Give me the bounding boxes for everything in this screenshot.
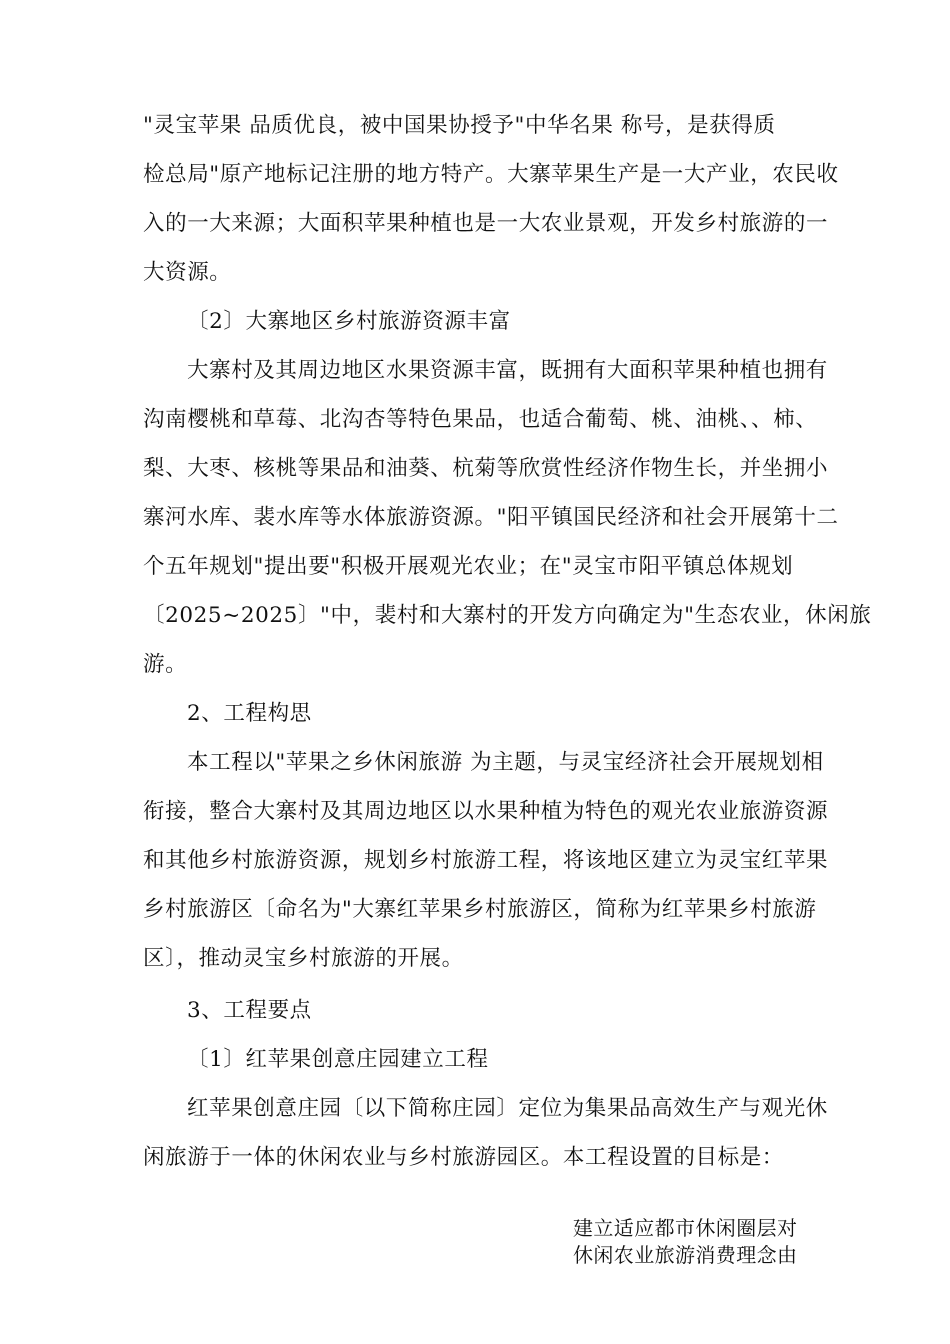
paragraph-line: 检总局"原产地标记注册的地方特产。大寨苹果生产是一大产业，农民收 — [143, 162, 839, 187]
paragraph-line: 红苹果创意庄园〔以下简称庄园〕定位为集果品高效生产与观光休 — [187, 1096, 828, 1121]
section-heading: 2、工程构思 — [187, 701, 312, 726]
paragraph-line: 游。 — [143, 652, 188, 677]
section-heading: 3、工程要点 — [187, 998, 312, 1023]
paragraph-line: 闲旅游于一体的休闲农业与乡村旅游园区。本工程设置的目标是： — [143, 1145, 784, 1170]
paragraph-line: 本工程以"苹果之乡休闲旅游 为主题，与灵宝经济社会开展规划相 — [187, 750, 824, 775]
paragraph-line: 入的一大来源；大面积苹果种植也是一大农业景观，开发乡村旅游的一 — [143, 211, 829, 236]
paragraph-line: 区〕，推动灵宝乡村旅游的开展。 — [143, 946, 464, 971]
section-heading: 〔2〕大寨地区乡村旅游资源丰富 — [187, 309, 511, 334]
paragraph-line: 乡村旅游区〔命名为"大寨红苹果乡村旅游区，简称为红苹果乡村旅游 — [143, 897, 817, 922]
paragraph-line: 大资源。 — [143, 260, 232, 285]
paragraph-line: "灵宝苹果 品质优良，被中国果协授予"中华名果 称号，是获得质 — [143, 113, 776, 138]
paragraph-line: 梨、大枣、核桃等果品和油葵、杭菊等欣赏性经济作物生长，并坐拥小 — [143, 456, 829, 481]
paragraph-line: 建立适应都市休闲圈层对 — [573, 1216, 798, 1240]
paragraph-line: 大寨村及其周边地区水果资源丰富，既拥有大面积苹果种植也拥有 — [187, 358, 828, 383]
paragraph-line: 休闲农业旅游消费理念由 — [573, 1243, 798, 1267]
paragraph-line: 和其他乡村旅游资源，规划乡村旅游工程，将该地区建立为灵宝红苹果 — [143, 848, 829, 873]
paragraph-line: 个五年规划"提出要"积极开展观光农业；在"灵宝市阳平镇总体规划 — [143, 554, 794, 579]
paragraph-line: 沟南樱桃和草莓、北沟杏等特色果品，也适合葡萄、桃、油桃、、柿、 — [143, 407, 818, 432]
paragraph-line: 〔2025~2025〕"中，裴村和大寨村的开发方向确定为"生态农业，休闲旅 — [143, 603, 872, 628]
paragraph-line: 寨河水库、裴水库等水体旅游资源。"阳平镇国民经济和社会开展第十二 — [143, 505, 839, 530]
subsection-heading: 〔1〕红苹果创意庄园建立工程 — [187, 1047, 489, 1072]
paragraph-line: 衔接，整合大寨村及其周边地区以水果种植为特色的观光农业旅游资源 — [143, 799, 829, 824]
